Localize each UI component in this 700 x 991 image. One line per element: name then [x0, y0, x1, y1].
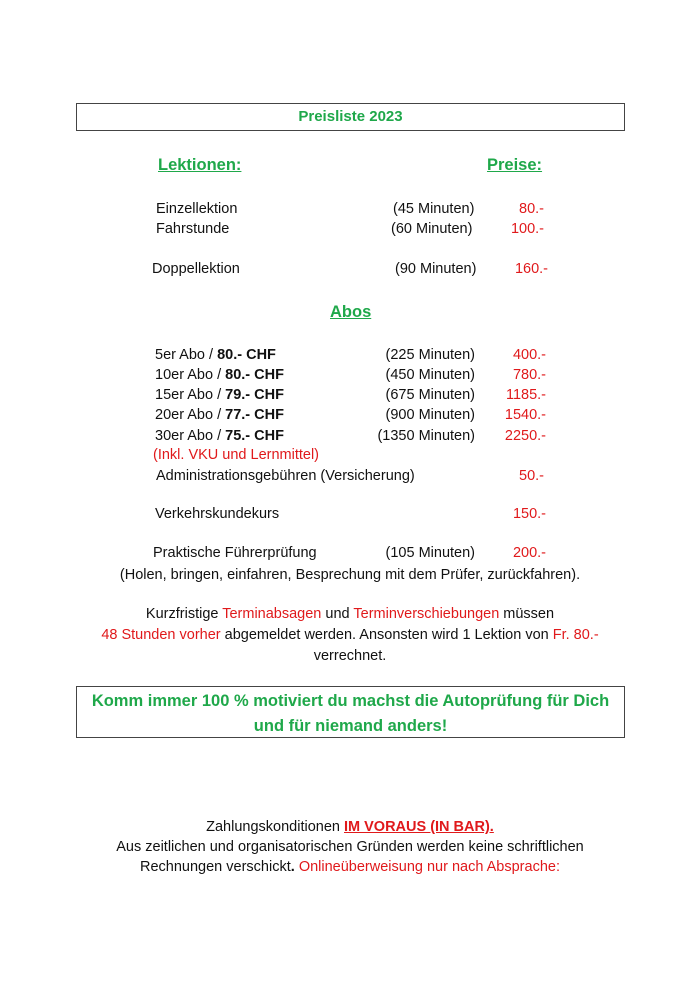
- motivation-line-1: Komm immer 100 % motiviert du machst die Autoprüfung für Dich: [91, 692, 610, 710]
- cancel-line-3: verrechnet.: [313, 648, 387, 664]
- abos-heading: Abos: [330, 303, 372, 321]
- lesson-name: Fahrstunde: [156, 221, 230, 237]
- exam-note: (Holen, bringen, einfahren, Besprechung mit dem Prüfer, zurückfahren).: [119, 567, 581, 583]
- payment-line-3: Rechnungen verschickt. Onlineüberweisung nur nach Absprache:: [140, 859, 560, 875]
- lesson-duration: (45 Minuten): [393, 201, 475, 217]
- cancel-line-2: 48 Stunden vorher abgemeldet werden. Ansonsten wird 1 Lektion von Fr. 80.-: [101, 627, 599, 643]
- exam-price: 200.-: [512, 545, 546, 561]
- abo-note: (Inkl. VKU und Lernmittel): [153, 447, 320, 463]
- abo-price: 1540.-: [504, 407, 546, 423]
- abo-duration: (675 Minuten): [385, 387, 475, 403]
- payment-line-2: Aus zeitlichen und organisatorischen Gründen werden keine schriftlichen: [116, 839, 584, 855]
- abo-price: 2250.-: [504, 428, 546, 444]
- abo-price: 400.-: [512, 347, 546, 363]
- motivation-line-2: und für niemand anders!: [253, 717, 448, 735]
- lesson-name: Doppellektion: [152, 261, 240, 277]
- admin-label: Administrationsgebühren (Versicherung): [156, 468, 415, 484]
- exam-duration: (105 Minuten): [385, 545, 475, 561]
- lessons-heading: Lektionen:: [158, 156, 242, 174]
- lesson-name: Einzellektion: [156, 201, 238, 217]
- abo-label: 20er Abo / 77.- CHF: [155, 407, 284, 423]
- abo-label: 5er Abo / 80.- CHF: [155, 347, 276, 363]
- exam-label: Praktische Führerprüfung: [153, 545, 317, 561]
- abo-duration: (900 Minuten): [385, 407, 475, 423]
- abo-label: 10er Abo / 80.- CHF: [155, 367, 284, 383]
- lesson-duration: (90 Minuten): [395, 261, 477, 277]
- title-box: [76, 103, 625, 131]
- vku-label: Verkehrskundekurs: [155, 506, 280, 522]
- abo-duration: (450 Minuten): [385, 367, 475, 383]
- lesson-duration: (60 Minuten): [391, 221, 473, 237]
- cancel-line-1: Kurzfristige Terminabsagen und Terminverschiebungen müssen: [145, 606, 555, 622]
- motivation-box: [76, 686, 625, 738]
- vku-price: 150.-: [512, 506, 546, 522]
- lesson-price: 160.-: [514, 261, 548, 277]
- prices-heading: Preise:: [487, 156, 543, 174]
- lesson-price: 80.-: [519, 201, 544, 217]
- abo-label: 15er Abo / 79.- CHF: [155, 387, 284, 403]
- abo-price: 1185.-: [505, 387, 546, 403]
- abo-duration: (1350 Minuten): [377, 428, 475, 444]
- abo-price: 780.-: [512, 367, 546, 383]
- lesson-price: 100.-: [510, 221, 544, 237]
- page-title: Preisliste 2023: [298, 108, 403, 125]
- payment-line-1: Zahlungskonditionen IM VORAUS (IN BAR).: [206, 819, 494, 835]
- abo-duration: (225 Minuten): [385, 347, 475, 363]
- abo-label: 30er Abo / 75.- CHF: [155, 428, 284, 444]
- admin-price: 50.-: [519, 468, 544, 484]
